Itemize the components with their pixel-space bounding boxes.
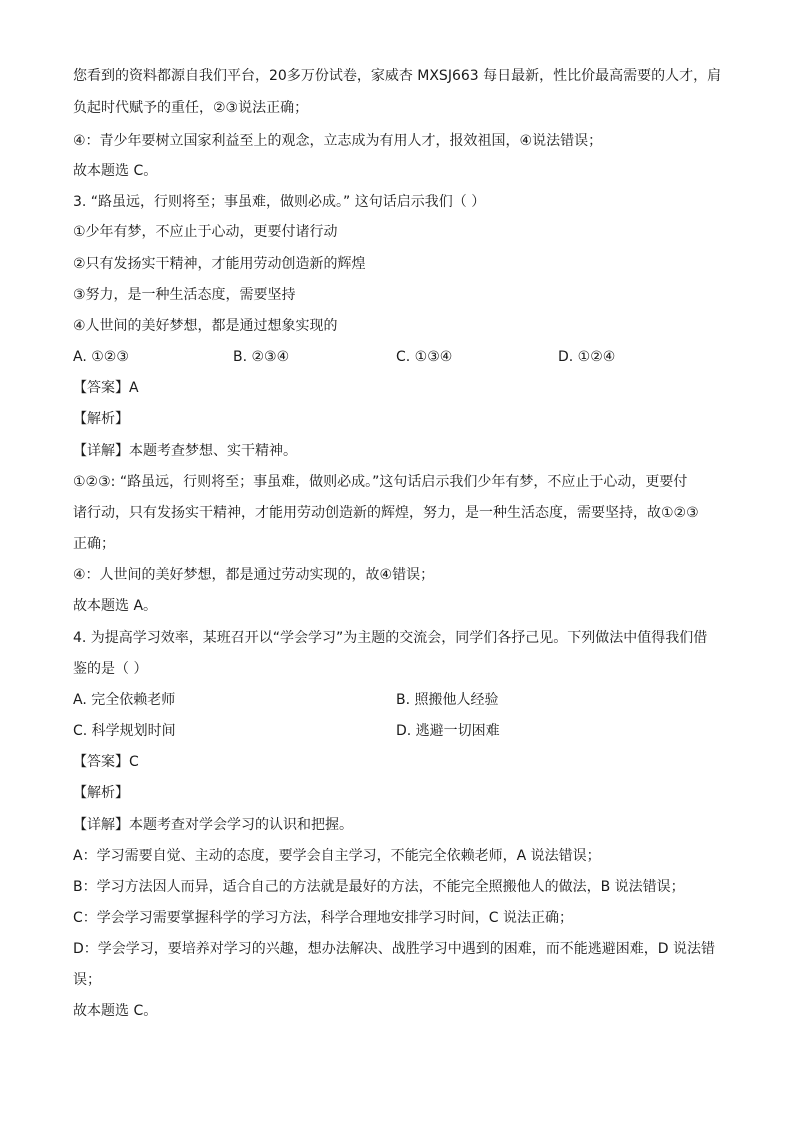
q3-detail: 【详解】本题考查梦想、实干精神。 <box>73 443 297 459</box>
q3-explain-3: 正确； <box>73 536 115 552</box>
q3-option-b: B. ②③④ <box>233 349 290 365</box>
q3-explain-4: ④：人世间的美好梦想，都是通过劳动实现的，故④错误； <box>73 567 435 583</box>
q4-explain-a: A：学习需要自觉、主动的态度，要学会自主学习，不能完全依赖老师，A 说法错误； <box>73 848 601 864</box>
q3-analysis-label: 【解析】 <box>73 411 129 427</box>
prev-line-2: 负起时代赋予的重任，②③说法正确； <box>73 100 309 116</box>
q3-explain-1: ①②③: “路虽远，行则将至；事虽难，做则必成。”这句话启示我们少年有梦，不应止于心动，更要付 <box>73 474 688 490</box>
prev-line-1: 您看到的资料都源自我们平台，20多万份试卷，家威杏 MXSJ663 每日最新，性比价最高需要的人才，肩 <box>73 68 722 84</box>
q3-option-c: C. ①③④ <box>396 349 453 365</box>
q3-statement-2: ②只有发扬实干精神，才能用劳动创造新的辉煌 <box>73 256 366 272</box>
q3-explain-2: 诸行动，只有发扬实干精神，才能用劳动创造新的辉煌，努力，是一种生活态度，需要坚持，故①②③ <box>73 505 699 521</box>
q4-analysis-label: 【解析】 <box>73 785 129 801</box>
q4-explain-d-2: 误； <box>73 972 101 988</box>
q4-explain-d-1: D：学会学习，要培养对学习的兴趣，想办法解决、战胜学习中遇到的困难，而不能逃避困难，D 说法错 <box>73 941 716 957</box>
prev-line-3: ④：青少年要树立国家利益至上的观念，立志成为有用人才，报效祖国，④说法错误； <box>73 133 603 149</box>
q3-statement-3: ③努力，是一种生活态度，需要坚持 <box>73 287 296 303</box>
q3-answer: 【答案】A <box>73 380 139 396</box>
q4-explain-b: B：学习方法因人而异，适合自己的方法就是最好的方法，不能完全照搬他人的做法，B 说法错误； <box>73 879 685 895</box>
q4-stem-2: 鉴的是（ ） <box>73 661 148 677</box>
q3-option-a: A. ①②③ <box>73 349 129 365</box>
q4-answer: 【答案】C <box>73 754 139 770</box>
q3-statement-4: ④人世间的美好梦想，都是通过想象实现的 <box>73 318 338 334</box>
q3-stem: 3. “路虽远，行则将至；事虽难，做则必成。” 这句话启示我们（ ） <box>73 194 486 210</box>
q4-explain-c: C：学会学习需要掌握科学的学习方法，科学合理地安排学习时间，C 说法正确； <box>73 910 573 926</box>
q4-option-a: A. 完全依赖老师 <box>73 692 176 708</box>
q3-statement-1: ①少年有梦，不应止于心动，更要付诸行动 <box>73 224 338 240</box>
q4-detail: 【详解】本题考查对学会学习的认识和把握。 <box>73 817 353 833</box>
q3-conclusion: 故本题选 A。 <box>73 598 158 614</box>
q4-option-d: D. 逃避一切困难 <box>396 723 500 739</box>
q4-conclusion: 故本题选 C。 <box>73 1003 158 1019</box>
q4-stem-1: 4. 为提高学习效率，某班召开以“学会学习”为主题的交流会，同学们各抒己见。下列做法中值得我们借 <box>73 630 708 646</box>
q4-option-c: C. 科学规划时间 <box>73 723 176 739</box>
prev-conclusion: 故本题选 C。 <box>73 163 158 179</box>
q4-option-b: B. 照搬他人经验 <box>396 692 499 708</box>
q3-option-d: D. ①②④ <box>558 349 616 365</box>
